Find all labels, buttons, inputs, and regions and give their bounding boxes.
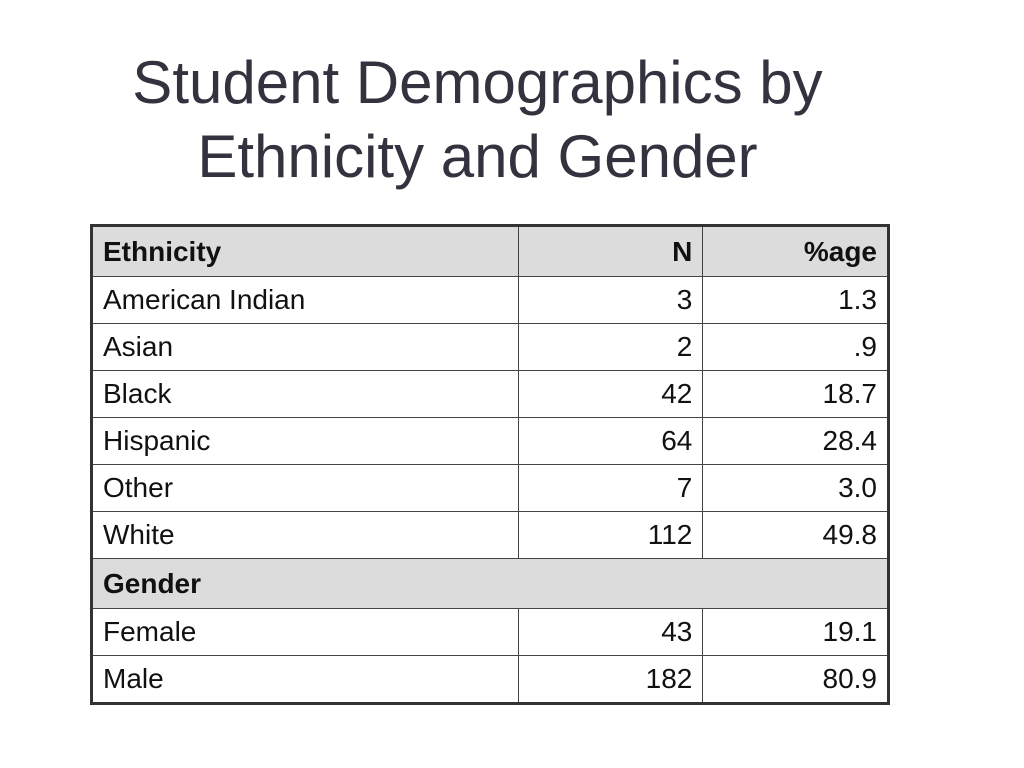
row-percentage: 80.9 xyxy=(703,656,889,704)
header-n: N xyxy=(518,226,703,277)
header-ethnicity: Ethnicity xyxy=(92,226,519,277)
row-label: Female xyxy=(92,609,519,656)
row-n: 42 xyxy=(518,371,703,418)
slide-title-line-2: Ethnicity and Gender xyxy=(197,123,758,190)
header-percentage: %age xyxy=(703,226,889,277)
table-row xyxy=(92,656,889,704)
row-percentage: .9 xyxy=(703,324,889,371)
demographics-table xyxy=(90,224,890,705)
table-row xyxy=(92,465,889,512)
row-percentage: 3.0 xyxy=(703,465,889,512)
row-label: White xyxy=(92,512,519,559)
row-n: 112 xyxy=(518,512,703,559)
slide-title xyxy=(0,46,955,194)
table-row xyxy=(92,277,889,324)
slide-title-line-1: Student Demographics by xyxy=(132,49,823,116)
row-n: 64 xyxy=(518,418,703,465)
table-header-row xyxy=(92,226,889,277)
row-n: 7 xyxy=(518,465,703,512)
row-label: Hispanic xyxy=(92,418,519,465)
table-row xyxy=(92,371,889,418)
row-percentage: 19.1 xyxy=(703,609,889,656)
gender-section-row xyxy=(92,559,889,609)
row-percentage: 18.7 xyxy=(703,371,889,418)
table-row xyxy=(92,609,889,656)
row-label: Other xyxy=(92,465,519,512)
table-row xyxy=(92,418,889,465)
row-n: 2 xyxy=(518,324,703,371)
row-n: 43 xyxy=(518,609,703,656)
row-label: Black xyxy=(92,371,519,418)
row-label: American Indian xyxy=(92,277,519,324)
row-label: Asian xyxy=(92,324,519,371)
row-n: 3 xyxy=(518,277,703,324)
row-label: Male xyxy=(92,656,519,704)
row-percentage: 28.4 xyxy=(703,418,889,465)
row-percentage: 1.3 xyxy=(703,277,889,324)
table-row xyxy=(92,512,889,559)
section-header-gender: Gender xyxy=(92,559,889,609)
row-n: 182 xyxy=(518,656,703,704)
row-percentage: 49.8 xyxy=(703,512,889,559)
table-row xyxy=(92,324,889,371)
